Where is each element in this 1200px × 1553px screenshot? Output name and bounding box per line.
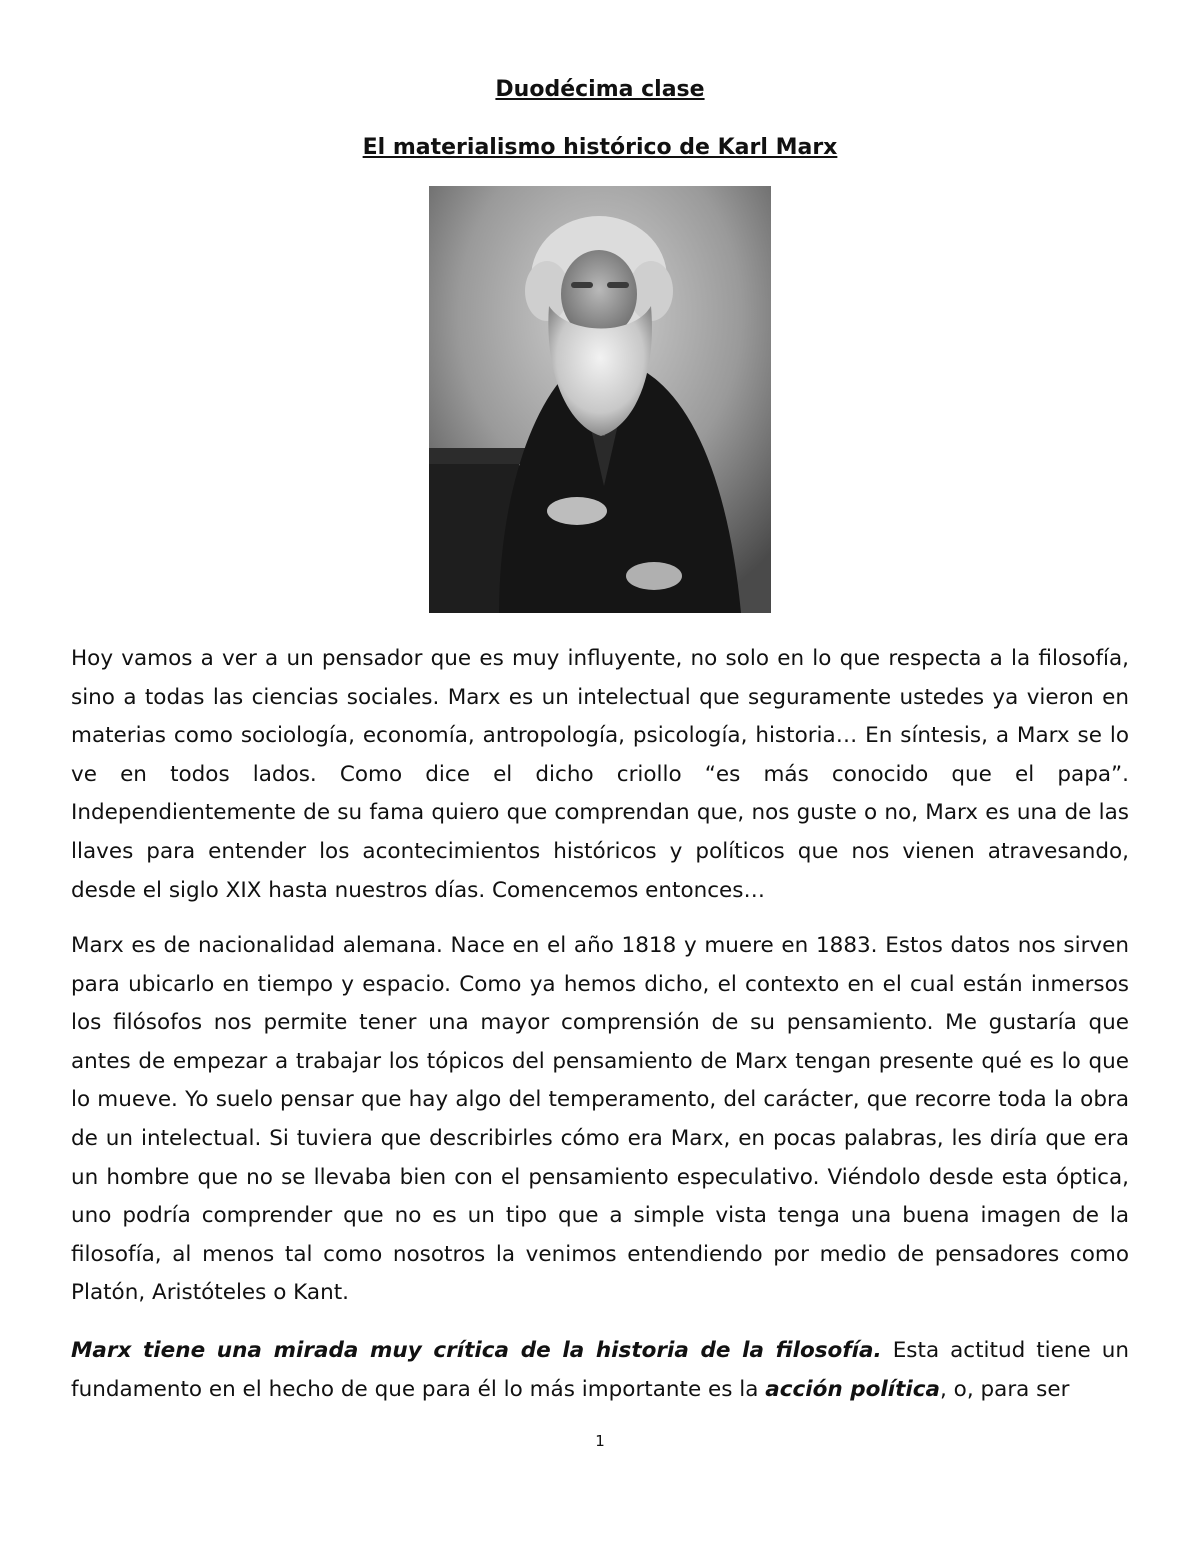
- page-number: 1: [595, 1432, 605, 1450]
- emphasis-critique: Marx tiene una mirada muy crítica de la historia de la filosofía.: [71, 1338, 882, 1363]
- paragraph-biography: Marx es de nacionalidad alemana. Nace en el año 1818 y muere en 1883. Estos datos nos sirven para ubicarlo en tiempo y espacio. Como ya hemos dicho, el contexto en el cual están inmersos los filósofos nos permite tener una mayor comprensión de su pensamiento. Me gustaría que antes de empezar a trabajar los tópicos del pensamiento de Marx tengan presente qué es lo que lo mueve. Yo suelo pensar que hay algo del temperamento, del carácter, que recorre toda la obra de un intelectual. Si tuviera que describirles cómo era Marx, en pocas palabras, les diría que era un hombre que no se llevaba bien con el pensamiento especulativo. Viéndolo desde esta óptica, uno podría comprender que no es un tipo que a simple vista tenga una buena imagen de la filosofía, al menos tal como nosotros la venimos entendiendo por medio de pensadores como Platón, Aristóteles o Kant.: [71, 933, 1129, 1306]
- paragraph-critique-text: Esta actitud tiene un fundamento en el hecho de que para él lo más importante es la: [71, 1338, 1129, 1402]
- portrait-image: [429, 186, 771, 613]
- emphasis-political-action: acción política: [765, 1376, 941, 1402]
- page-title: Duodécima clase: [495, 77, 705, 102]
- page-subtitle: El materialismo histórico de Karl Marx: [362, 135, 838, 160]
- paragraph-critique-text-end: , o, para ser: [940, 1376, 1070, 1402]
- paragraph-critique: [71, 1332, 1129, 1409]
- paragraph-intro: Hoy vamos a ver a un pensador que es muy influyente, no solo en lo que respecta a la filosofía, sino a todas las ciencias sociales. Marx es un intelectual que seguramente ustedes ya vieron en materias como sociología, economía, antropología, psicología, historia… En síntesis, a Marx se lo ve en todos lados. Como dice el dicho criollo “es más conocido que el papa”. Independientemente de su fama quiero que comprendan que, nos guste o no, Marx es una de las llaves para entender los acontecimientos históricos y políticos que nos vienen atravesando, desde el siglo XIX hasta nuestros días. Comencemos entonces…: [71, 646, 1129, 903]
